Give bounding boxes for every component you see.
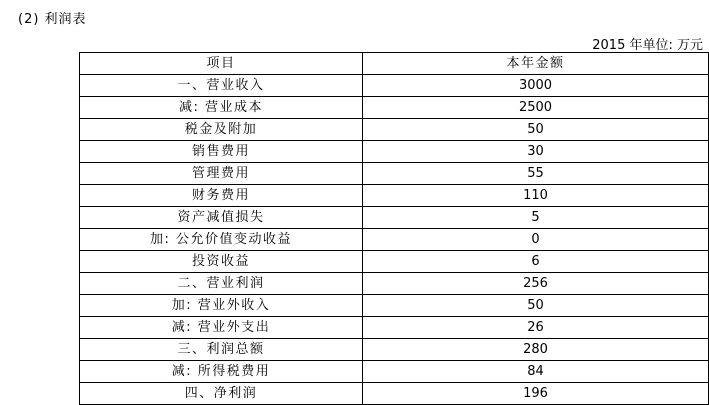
table-row <box>80 361 709 383</box>
row-item-label: 加: 公允价值变动收益 <box>80 229 363 251</box>
row-amount-value: 256 <box>363 273 709 295</box>
column-header-amount: 本年金额 <box>363 53 709 75</box>
row-amount-value: 196 <box>363 383 709 405</box>
section-title: (2) 利润表 <box>18 12 87 27</box>
row-amount-value: 50 <box>363 295 709 317</box>
row-item-label: 四、净利润 <box>80 383 363 405</box>
table-row <box>80 317 709 339</box>
table-row <box>80 295 709 317</box>
row-item-label: 二、营业利润 <box>80 273 363 295</box>
row-item-label: 销售费用 <box>80 141 363 163</box>
row-item-label: 资产减值损失 <box>80 207 363 229</box>
row-amount-value: 30 <box>363 141 709 163</box>
row-item-label: 减: 营业成本 <box>80 97 363 119</box>
table-row <box>80 97 709 119</box>
table-row <box>80 75 709 97</box>
income-statement-table <box>79 52 709 405</box>
row-amount-value: 2500 <box>363 97 709 119</box>
table-row <box>80 185 709 207</box>
row-item-label: 三、利润总额 <box>80 339 363 361</box>
column-header-item: 项目 <box>80 53 363 75</box>
table-row <box>80 251 709 273</box>
row-amount-value: 3000 <box>363 75 709 97</box>
row-item-label: 减: 所得税费用 <box>80 361 363 383</box>
table-row <box>80 119 709 141</box>
row-amount-value: 50 <box>363 119 709 141</box>
table-row <box>80 229 709 251</box>
row-item-label: 加: 营业外收入 <box>80 295 363 317</box>
row-amount-value: 110 <box>363 185 709 207</box>
table-row <box>80 141 709 163</box>
row-amount-value: 26 <box>363 317 709 339</box>
table-row <box>80 163 709 185</box>
unit-note: 2015 年单位: 万元 <box>592 38 703 53</box>
row-item-label: 减: 营业外支出 <box>80 317 363 339</box>
row-item-label: 一、营业收入 <box>80 75 363 97</box>
row-amount-value: 55 <box>363 163 709 185</box>
table-row <box>80 207 709 229</box>
table-row <box>80 339 709 361</box>
row-amount-value: 0 <box>363 229 709 251</box>
row-amount-value: 280 <box>363 339 709 361</box>
row-item-label: 投资收益 <box>80 251 363 273</box>
row-amount-value: 5 <box>363 207 709 229</box>
row-amount-value: 84 <box>363 361 709 383</box>
row-item-label: 税金及附加 <box>80 119 363 141</box>
table-row <box>80 383 709 405</box>
row-item-label: 财务费用 <box>80 185 363 207</box>
row-item-label: 管理费用 <box>80 163 363 185</box>
row-amount-value: 6 <box>363 251 709 273</box>
table-header-row <box>80 53 709 75</box>
table-row <box>80 273 709 295</box>
